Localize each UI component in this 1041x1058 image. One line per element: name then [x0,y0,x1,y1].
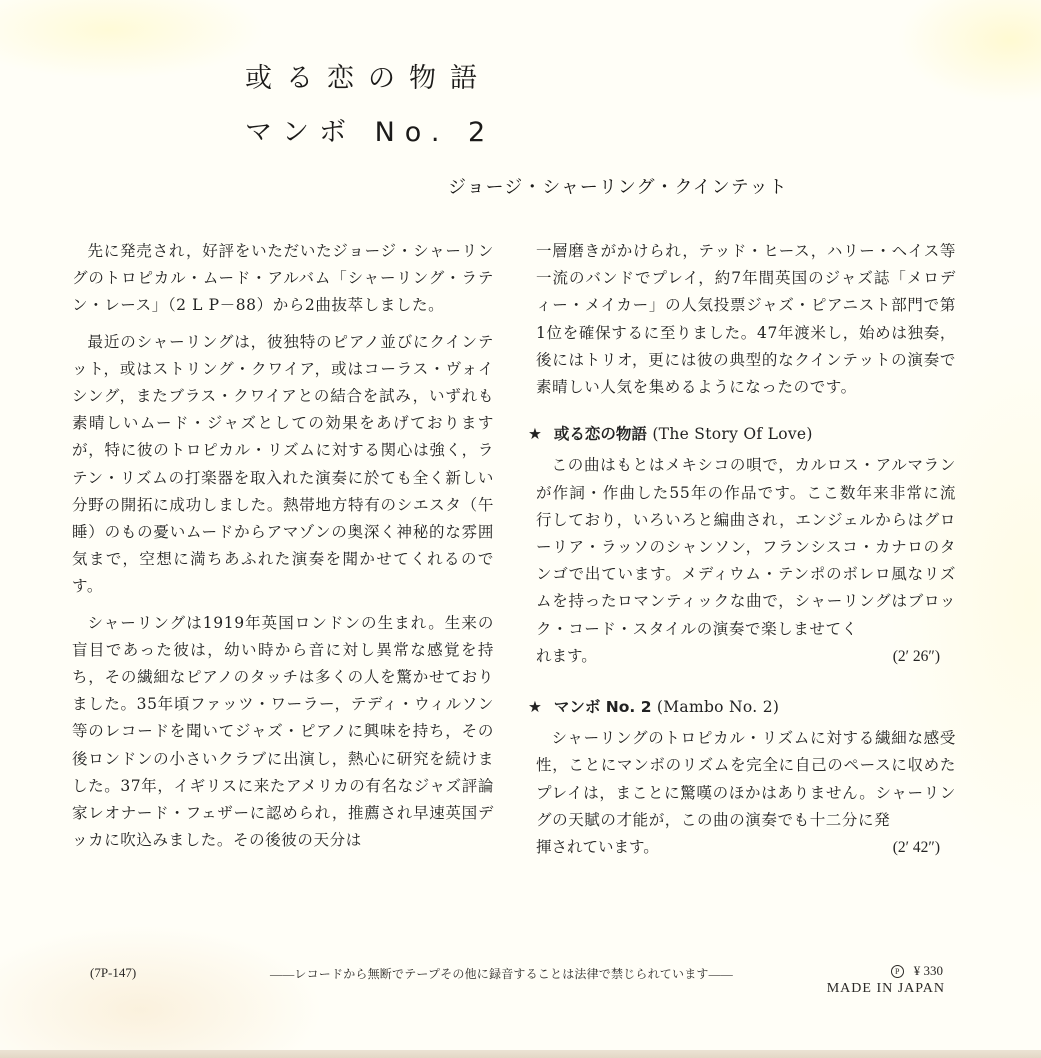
paragraph-style: 最近のシャーリングは，彼独特のピアノ並びにクインテット，或はストリング・クワイア，或はコーラス・ヴォイシング，またブラス・クワイアとの結合を試み，いずれも素晴しいムード・ジャズとしての効果をあげておりますが，特に彼のトロピカル・リズムに対する関心は強く，ラテン・リズムの打楽器を取入れた演奏に於ても全く新しい分野の開拓に成功しました。熱帯地方特有のシエスタ（午睡）のもの憂いムードからアマゾンの奥深く神秘的な雰囲気まで，空想に満ちあふれた演奏を聞かせてくれるのです。 [72,332,494,596]
price-block [827,962,943,998]
liner-notes-right-column [528,238,956,861]
track-heading-1 [528,421,956,448]
track-title-en: (The Story Of Love) [652,425,813,444]
track-duration: (2′ 26″) [892,647,940,665]
paragraph-intro: 先に発売され，好評をいただいたジョージ・シャーリングのトロピカル・ムード・アルバム「シャーリング・ラテン・レース」（2 L P－88）から2曲抜萃しました。 [72,242,494,315]
track-description-end: 揮されています。 [536,838,659,857]
star-icon: ★ [528,425,542,444]
star-icon: ★ [528,698,542,717]
sleeve-bottom-edge [0,1050,1041,1058]
title-track-2: マンボ No. 2 [245,117,496,148]
catalog-number: (7P-147) [90,965,137,980]
track-description-2: シャーリングのトロピカル・リズムに対する繊細な感受性，ことにマンボのリズムを完全に自己のペースに収めたプレイは，まことに驚嘆のほかはありません。シャーリングの天賦の才能が，この曲の演奏でも十二分に発 [536,729,956,829]
track-duration-line-2 [536,834,956,861]
made-in-japan: MADE IN JAPAN [826,981,945,996]
title-block [245,64,495,148]
track-duration-line-1 [536,643,956,670]
track-title-jp: マンボ No. 2 [553,698,652,717]
phonogram-p-icon: P [891,965,904,978]
artist-name: ジョージ・シャーリング・クインテット [448,177,788,198]
track-duration: (2′ 42″) [892,839,940,857]
track-description-1: この曲はもとはメキシコの唄で，カルロス・アルマランが作詞・作曲した55年の作品です。ここ数年来非常に流行しており，いろいろと編曲され，エンジェルからはグローリア・ラッソのシャンソン，フランシスコ・カナロのタンゴで出ています。メディウム・テンポのボレロ風なリズムを持ったロマンティックな曲で，シャーリングはブロック・コード・スタイルの演奏で楽しませてく [536,456,956,638]
track-title-en: (Mambo No. 2) [656,698,780,717]
liner-notes-left-column [72,238,494,854]
track-heading-2 [528,694,956,721]
price: ¥ 330 [913,963,943,978]
track-title-jp: 或る恋の物語 [553,425,647,444]
copyright-notice: ――レコードから無断でテープその他に録音することは法律で禁じられています―― [270,967,734,981]
price-line [827,962,943,980]
paragraph-biography: シャーリングは1919年英国ロンドンの生まれ。生来の盲目であった彼は，幼い時から音に対し異常な感覚を持ち，その繊細なピアノのタッチは多くの人を驚かせておりました。35年頃ファッツ・ワーラー，テディ・ウィルソン等のレコードを聞いてジャズ・ピアノに興味を持ち，その後ロンドンの小さいクラブに出演し，熱心に研究を続けました。37年，イギリスに来たアメリカの有名なジャズ評論家レオナード・フェザーに認められ，推薦され早速英国デッカに吹込みました。その後彼の天分は [72,613,494,850]
title-track-1: 或る恋の物語 [245,63,491,94]
paragraph-biography-continued: 一層磨きがかけられ，テッド・ヒース，ハリー・ヘイス等一流のバンドでプレイ，約7年間英国のジャズ誌「メロディー・メイカー」の人気投票ジャズ・ピアニスト部門で第1位を確保するに至りました。47年渡米し，始めは独奏，後にはトリオ，更には彼の典型的なクインテットの演奏で素晴しい人気を集めるようになったのです。 [536,242,956,397]
track-description-end: れます。 [536,646,597,665]
